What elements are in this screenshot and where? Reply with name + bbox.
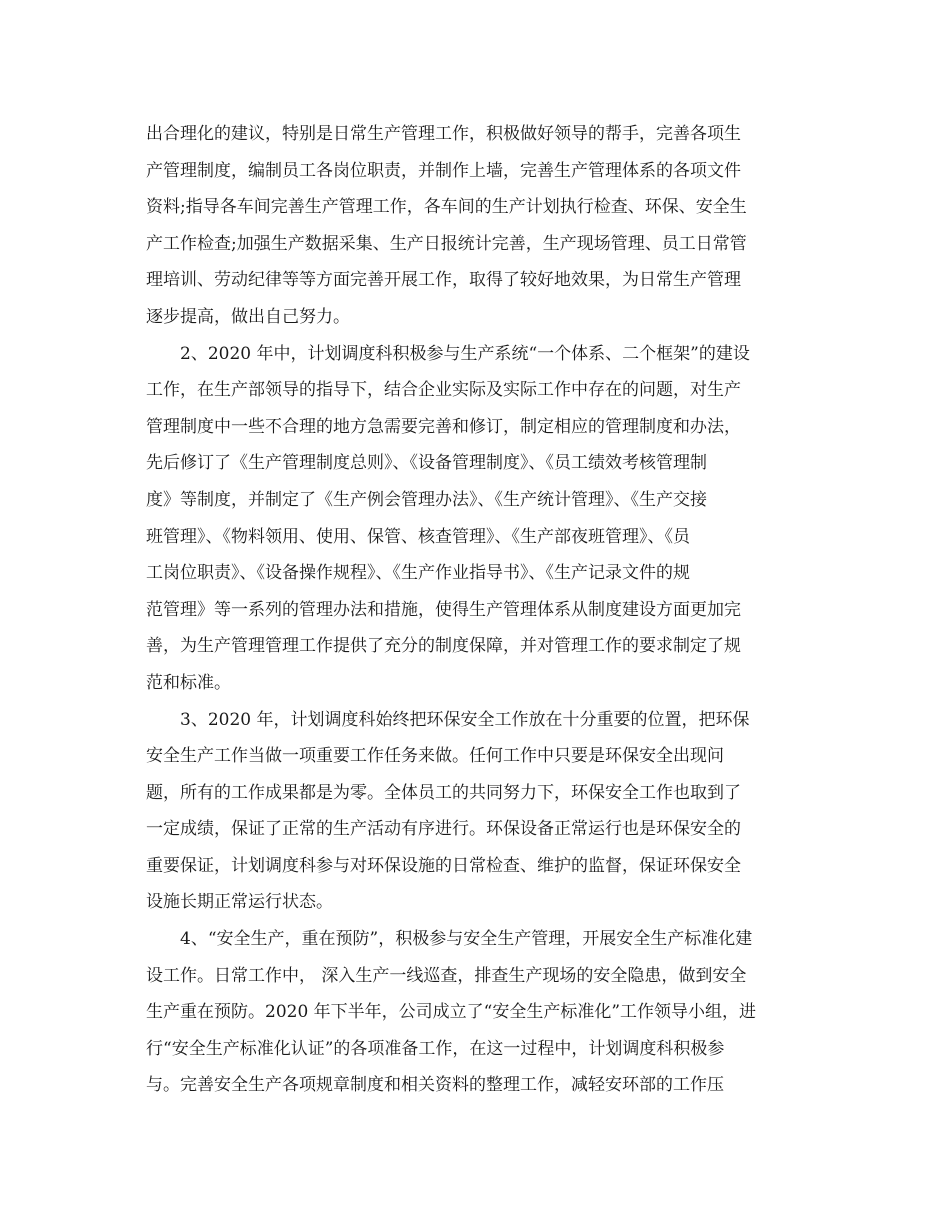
text-line: 范和标准。 (146, 672, 231, 693)
text-line: 题，所有的工作成果都是为零。全体员工的共同努力下，环保安全工作也取到了 (146, 782, 741, 803)
text-line: 与。完善安全生产各项规章制度和相关资料的整理工作，减轻安环部的工作压 (146, 1075, 724, 1096)
text-line: 产工作检查;加强生产数据采集、生产日报统计完善，生产现场管理、员工日常管 (146, 233, 747, 254)
text-line: 设工作。日常工作中， 深入生产一线巡查，排查生产现场的安全隐患，做到安全 (146, 965, 747, 986)
text-line: 工作，在生产部领导的指导下，结合企业实际及实际工作中存在的问题，对生产 (146, 380, 741, 401)
text-line: 产管理制度，编制员工各岗位职责，并制作上墙，完善生产管理体系的各项文件 (146, 160, 741, 181)
text-line: 班管理》、《物料领用、使用、保管、核查管理》、《生产部夜班管理》、《员 (146, 526, 690, 547)
text-line: 善，为生产管理管理工作提供了充分的制度保障，并对管理工作的要求制定了规 (146, 636, 741, 657)
text-line: 理培训、劳动纪律等等方面完善开展工作，取得了较好地效果，为日常生产管理 (146, 270, 741, 291)
paragraph-start-line: 4、“安全生产，重在预防”，积极参与安全生产管理，开展安全生产标准化建 (180, 929, 753, 950)
paragraph-start-line: 3、2020 年，计划调度科始终把环保安全工作放在十分重要的位置，把环保 (180, 709, 750, 730)
document-body (146, 116, 810, 1104)
text-line: 重要保证，计划调度科参与对环保设施的日常检查、维护的监督，保证环保安全 (146, 855, 741, 876)
text-line: 工岗位职责》、《设备操作规程》、《生产作业指导书》、《生产记录文件的规 (146, 563, 690, 584)
text-line: 范管理》等一系列的管理办法和措施，使得生产管理体系从制度建设方面更加完 (146, 599, 741, 620)
text-line: 管理制度中一些不合理的地方急需要完善和修订，制定相应的管理制度和办法， (146, 416, 741, 437)
text-line: 出合理化的建议，特别是日常生产管理工作，积极做好领导的帮手，完善各项生 (146, 124, 741, 144)
text-line: 安全生产工作当做一项重要工作任务来做。任何工作中只要是环保安全出现问 (146, 746, 724, 767)
text-line: 生产重在预防。2020 年下半年，公司成立了“安全生产标准化”工作领导小组，进 (146, 1002, 757, 1023)
text-line: 先后修订了《生产管理制度总则》、《设备管理制度》、《员工绩效考核管理制 (146, 453, 707, 474)
text-line: 度》等制度，并制定了《生产例会管理办法》、《生产统计管理》、《生产交接 (146, 489, 707, 510)
text-line: 逐步提高，做出自己努力。 (146, 306, 350, 327)
text-line: 行“安全生产标准化认证”的各项准备工作，在这一过程中，计划调度科积极参 (146, 1038, 725, 1059)
paragraph-start-line: 2、2020 年中，计划调度科积极参与生产系统“一个体系、二个框架”的建设 (180, 343, 750, 364)
text-line: 一定成绩，保证了正常的生产活动有序进行。环保设备正常运行也是环保安全的 (146, 819, 741, 840)
text-line: 设施长期正常运行状态。 (146, 892, 333, 913)
text-line: 资料;指导各车间完善生产管理工作，各车间的生产计划执行检查、环保、安全生 (146, 197, 747, 218)
